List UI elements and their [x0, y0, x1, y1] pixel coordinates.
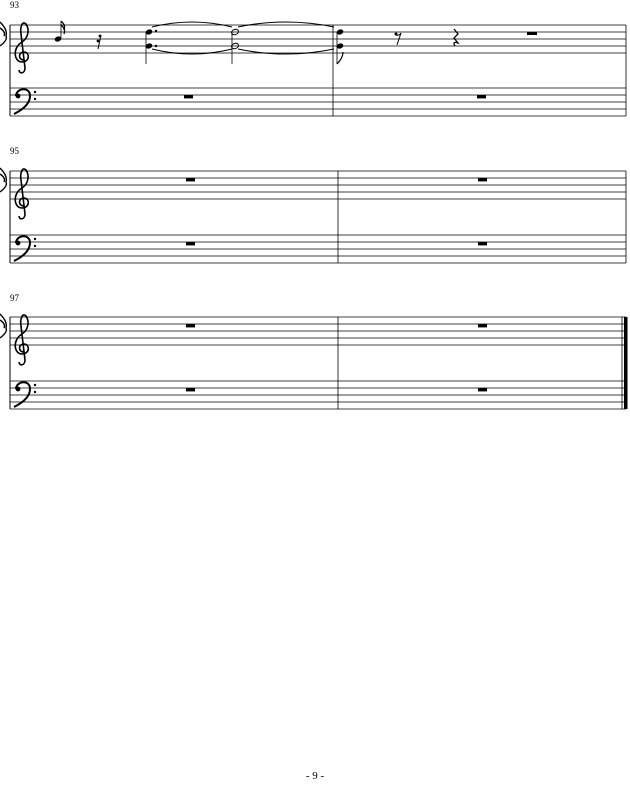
- whole-rest-icon: [186, 324, 195, 327]
- measure-number-93: 93: [10, 0, 19, 10]
- system-1: [0, 21, 626, 116]
- whole-rest-icon: [478, 178, 487, 181]
- treble-staff: [10, 25, 626, 53]
- measure-number-97: 97: [10, 293, 19, 303]
- chord-c5-e4-eighth: [336, 28, 344, 64]
- bass-staff: [10, 235, 626, 263]
- whole-rest-icon: [186, 242, 195, 245]
- sixteenth-rest-icon: [97, 35, 102, 49]
- brace-icon: [0, 314, 6, 338]
- treble-staff: [10, 317, 626, 345]
- whole-rest-icon: [478, 388, 487, 391]
- bass-staff: [10, 88, 626, 116]
- system-3: [0, 314, 628, 409]
- whole-rest-icon: [186, 388, 195, 391]
- brace-icon: [0, 168, 6, 192]
- quarter-rest-icon: [454, 29, 458, 46]
- treble-staff: [10, 171, 626, 199]
- measure-number-95: 95: [10, 146, 19, 156]
- whole-rest-icon: [186, 178, 195, 181]
- system-2: [0, 168, 626, 263]
- chord-c5-e4-dotted-quarter: [145, 28, 157, 64]
- brace-icon: [0, 22, 6, 46]
- bass-staff: [10, 381, 626, 409]
- treble-clef-icon: [15, 169, 28, 219]
- whole-rest-icon: [184, 95, 193, 98]
- whole-rest-icon: [478, 242, 487, 245]
- tie: [152, 22, 334, 54]
- whole-rest-icon: [478, 324, 487, 327]
- half-rest-icon: [527, 32, 537, 35]
- whole-rest-icon: [477, 95, 486, 98]
- final-barline-thick: [624, 317, 628, 409]
- treble-clef-icon: [15, 315, 28, 365]
- page-number: - 9 -: [305, 770, 325, 782]
- treble-clef-icon: [15, 23, 28, 73]
